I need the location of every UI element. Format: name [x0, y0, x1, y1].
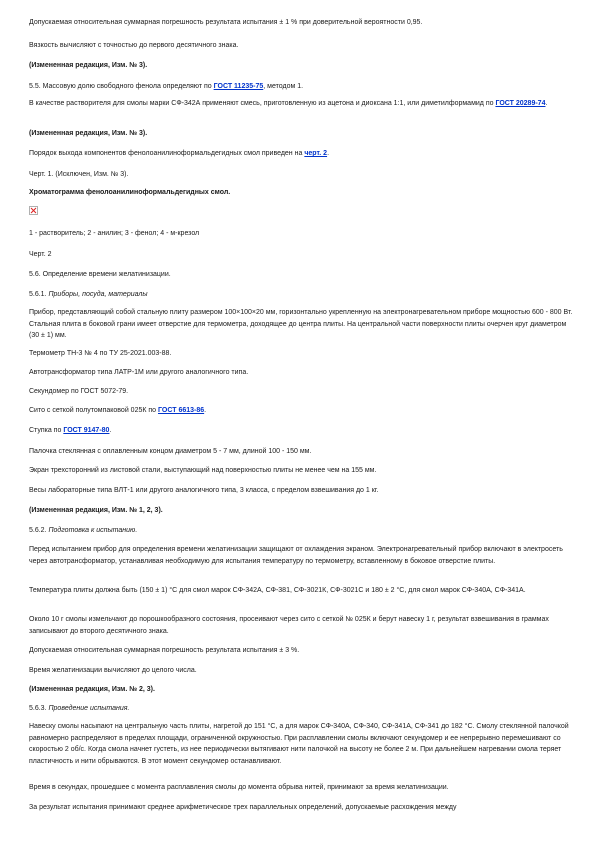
chromatogram-legend: 1 - растворитель; 2 - анилин; 3 - фенол; 4 - м-крезол — [29, 230, 200, 237]
text: Ступка по — [29, 427, 64, 434]
text: 5.5. Массовую долю свободного фенола определяют по — [29, 83, 214, 90]
text: . — [109, 427, 112, 434]
paragraph-error-3: Допускаемая относительная суммарная погрешность результата испытания ± 3 %. — [29, 647, 300, 654]
paragraph-screen: Экран трехсторонний из листовой стали, выступающий над поверхностью плиты не менее чем на 155 мм. — [29, 467, 377, 474]
paragraph-time: Время в секундах, прошедшее с момента расплавления смолы до момента обрыва нитей, принимают за время желатинизации. — [29, 784, 449, 791]
paragraph-result: За результат испытания принимают среднее арифметическое трех параллельных определений, допускаемые расхождения между — [29, 804, 457, 811]
paragraph-procedure: Навеску смолы насыпают на центральную часть плиты, нагретой до 151 °С, а для марок СФ-340А, СФ-340, СФ-341А, СФ-341 до 182 °С. Смолу стеклянной палочкой равномерно распределяют в пределах площади, ограниченной окружностью. При расплавлении смолы включают секундомер и ее непрерывно перемешивают со скоростью 2 об/с. Когда смола начнет густеть, из нее периодически вытягивают нити палочкой на высоту не более 2 м. При дальнейшем нагревании смола теряет пластичность и нити обрываются. В этот момент секундомер останавливают. — [29, 723, 569, 765]
paragraph-gel-time: Время желатинизации вычисляют до целого числа. — [29, 667, 197, 674]
text: Сито с сеткой полутомпаковой 025К по — [29, 407, 159, 414]
paragraph-viscosity: Вязкость вычисляют с точностью до первого десятичного знака. — [29, 42, 239, 49]
section-5-5 — [29, 81, 574, 93]
paragraph-scales: Весы лабораторные типа ВЛТ-1 или другого аналогичного типа, 3 класса, с пределом взвешивания до 1 кг. — [29, 487, 379, 494]
text: . — [327, 150, 330, 157]
gost-link-20289[interactable]: ГОСТ 20289-74 — [495, 100, 546, 107]
subheading: Подготовка к испытанию. — [48, 527, 138, 534]
chart-caption: Черт. 2 — [29, 251, 52, 258]
gost-link-11235[interactable]: ГОСТ 11235-75 — [213, 83, 264, 90]
text: , методом 1. — [263, 83, 304, 90]
section-5-6: 5.6. Определение времени желатинизации. — [29, 271, 171, 278]
paragraph-sample: Около 10 г смолы измельчают до порошкообразного состояния, просеивают через сито с сеткой № 025К и берут навеску 1 г, результат взвешивания в граммах записывают до второго десятичного знака. — [29, 616, 549, 635]
text: 5.6.2. — [29, 527, 49, 534]
paragraph-stopwatch: Секундомер по ГОСТ 5072-79. — [29, 388, 129, 395]
text: . — [545, 100, 548, 107]
subheading: Приборы, посуда, материалы — [48, 291, 148, 298]
revision-note: (Измененная редакция, Изм. № 1, 2, 3). — [29, 507, 163, 514]
revision-note: (Измененная редакция, Изм. № 2, 3). — [29, 686, 155, 693]
paragraph-device: Прибор, представляющий собой стальную плиту размером 100×100×20 мм, горизонтально укрепленную на электронагревательном приборе мощностью 600 - 800 Вт. Стальная плита в боковой грани имеет отверстие для термометра, доходящее до центра плиты. На центральной части поверхности плиты очерчен круг диаметром (30 ± 1) мм. — [29, 309, 573, 339]
paragraph-error: Допускаемая относительная суммарная погрешность результата испытания ± 1 % при доверительной вероятности 0,95. — [29, 19, 423, 26]
gost-link-6613[interactable]: ГОСТ 6613-86 — [158, 407, 205, 414]
paragraph-chart1: Черт. 1. (Исключен, Изм. № 3). — [29, 171, 129, 178]
paragraph-autotransformer: Автотрансформатор типа ЛАТР-1М или другого аналогичного типа. — [29, 369, 249, 376]
text: . — [204, 407, 207, 414]
paragraph-order — [29, 148, 574, 160]
chromatogram-title: Хроматограмма фенолоанилиноформальдегидных смол. — [29, 189, 231, 196]
paragraph-sieve — [29, 405, 574, 417]
text: Порядок выхода компонентов фенолоанилиноформальдегидных смол приведен на — [29, 150, 305, 157]
gost-link-9147[interactable]: ГОСТ 9147-80 — [63, 427, 110, 434]
paragraph-thermometer: Термометр ТН-3 № 4 по ТУ 25-2021.003-88. — [29, 350, 172, 357]
paragraph-mortar — [29, 425, 574, 437]
paragraph-solvent — [29, 98, 574, 110]
paragraph-temperature: Температура плиты должна быть (150 ± 1) °С для смол марок СФ-342А, СФ-381, СФ-3021К, СФ-3021С и 180 ± 2 °С, для смол марок СФ-340А, СФ-341А. — [29, 587, 526, 594]
text: 5.6.3. — [29, 705, 49, 712]
paragraph-rod: Палочка стеклянная с оплавленным концом диаметром 5 - 7 мм, длиной 100 - 150 мм. — [29, 448, 312, 455]
revision-note: (Измененная редакция, Изм. № 3). — [29, 130, 148, 137]
broken-image-icon — [29, 206, 38, 215]
revision-note: (Измененная редакция, Изм. № 3). — [29, 62, 148, 69]
section-5-6-3 — [29, 703, 574, 715]
text: 5.6.1. — [29, 291, 49, 298]
subheading: Проведение испытания. — [48, 705, 130, 712]
text: В качестве растворителя для смолы марки СФ-342А применяют смесь, приготовленную из ацетона и диоксана 1:1, или диметилформамид по — [29, 100, 496, 107]
section-5-6-1 — [29, 289, 574, 301]
paragraph-preparation: Перед испытанием прибор для определения времени желатинизации защищают от охлаждения экраном. Электронагревательный прибор включают в электросеть через автотрансформатор, устанавливая необходимую для испытания температуру по термометру, вставленному в боковое отверстие плиты. — [29, 546, 563, 565]
section-5-6-2 — [29, 525, 574, 537]
chart-2-link[interactable]: черт. 2 — [304, 150, 328, 157]
